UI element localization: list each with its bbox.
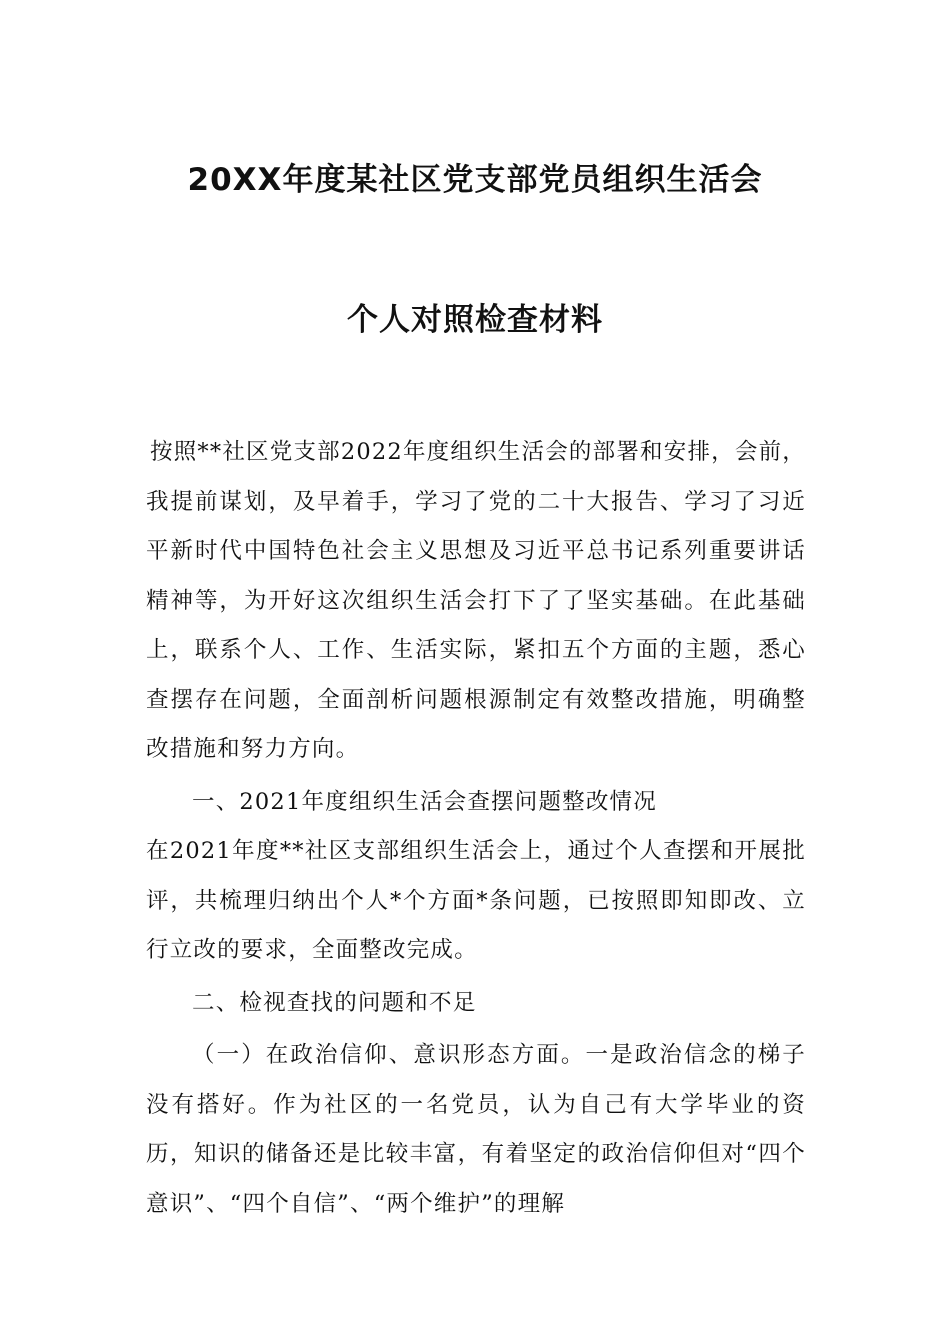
document-title-line-1: 20XX年度某社区党支部党员组织生活会 xyxy=(187,162,763,198)
section-heading-2: 二、检视查找的问题和不足 xyxy=(192,989,477,1016)
section-1-paragraph: 在2021年度**社区支部组织生活会上，通过个人查摆和开展批评，共梳理归纳出个人*个方面*条问题，已按照即知即改、立行立改的要求，全面整改完成。 xyxy=(146,838,806,963)
intro-paragraph: 按照**社区党支部2022年度组织生活会的部署和安排，会前，我提前谋划，及早着手，学习了党的二十大报告、学习了习近平新时代中国特色社会主义思想及习近平总书记系列重要讲话精神等，为开好这次组织生活会打下了了坚实基础。在此基础上，联系个人、工作、生活实际，紧扣五个方面的主题，悉心查摆存在问题，全面剖析问题根源制定有效整改措施，明确整改措施和努力方向。 xyxy=(146,439,806,762)
document-body xyxy=(146,428,806,1229)
section-2-paragraph: （一）在政治信仰、意识形态方面。一是政治信念的梯子没有搭好。作为社区的一名党员，认为自己有大学毕业的资历，知识的储备还是比较丰富，有着坚定的政治信仰但对“四个意识”、“四个自信”、“两个维护”的理解 xyxy=(146,1042,806,1217)
document-title-line-2: 个人对照检查材料 xyxy=(347,302,603,338)
section-heading-1: 一、2021年度组织生活会查摆问题整改情况 xyxy=(192,788,657,815)
